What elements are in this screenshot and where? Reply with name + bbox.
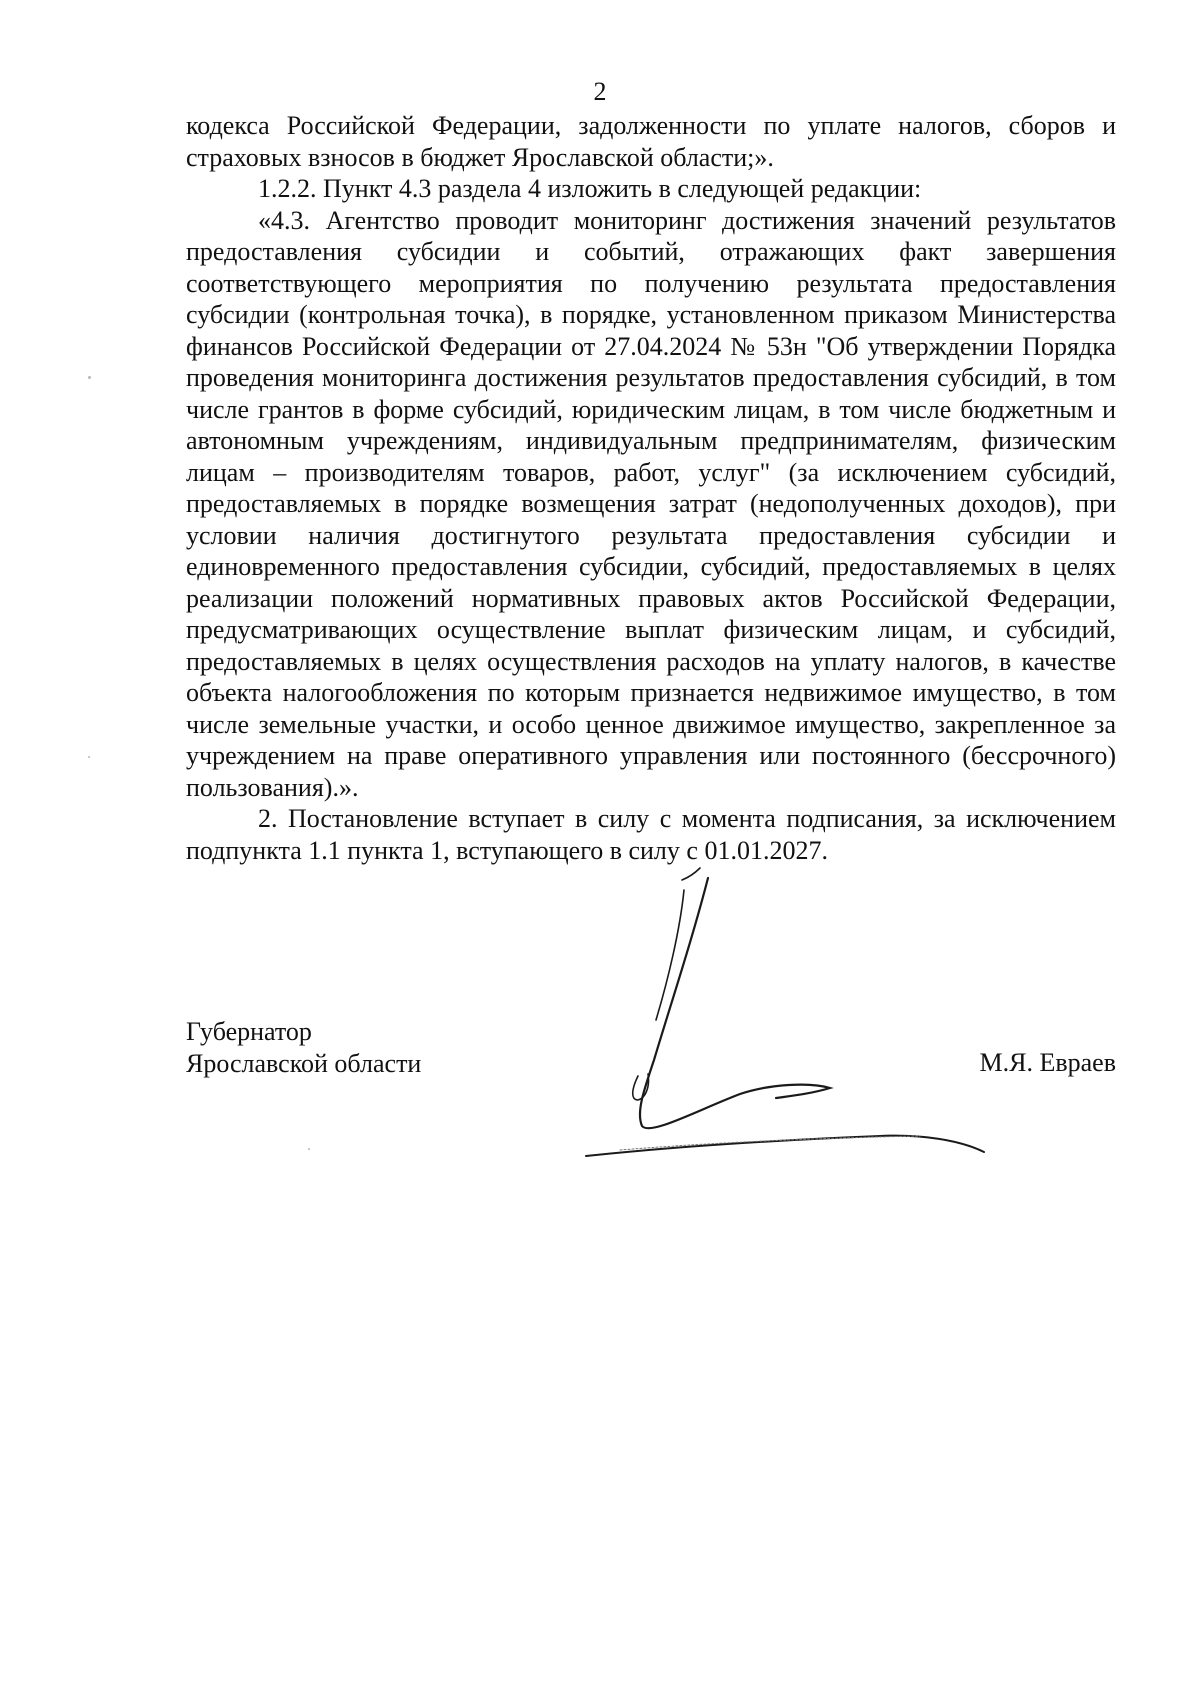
scan-speck — [308, 1148, 310, 1150]
paragraph-clause-4-3: «4.3. Агентство проводит мониторинг достижения значений результатов предоставления субсидии и событий, отражающих факт завершения соответствующего мероприятия по получению результата предоставления субсидии (контрольная точка), в порядке, установленном приказом Министерства финансов Российской Федерации от 27.04.2024 № 53н "Об утверждении Порядка проведения мониторинга достижения результатов предоставления субсидий, в том числе грантов в форме субсидий, юридическим лицам, в том числе бюджетным и автономным учреждениям, индивидуальным предпринимателям, физическим лицам – производителям товаров, работ, услуг" (за исключением субсидий, предоставляемых в порядке возмещения затрат (недополученных доходов), при условии наличия достигнутого результата предоставления субсидии и единовременного предоставления субсидии, субсидий, предоставляемых в целях реализации положений нормативных правовых актов Российской Федерации, предусматривающих осуществление выплат физическим лицам, и субсидий, предоставляемых в целях осуществления расходов на уплату налогов, в качестве объекта налогообложения по которым признается недвижимое имущество, в том числе земельные участки, и особо ценное движимое имущество, закрепленное за учреждением на праве оперативного управления или постоянного (бессрочного) пользования).». — [186, 205, 1116, 802]
signatory-position-line2: Ярославской области — [186, 1048, 422, 1078]
signature-flourish-stroke — [656, 868, 700, 1020]
scan-speck — [88, 376, 91, 379]
handwritten-signature — [580, 850, 1040, 1170]
signatory-position-line1: Губернатор — [186, 1017, 312, 1046]
signature-main-stroke — [640, 878, 830, 1128]
paragraph-continuation: кодекса Российской Федерации, задолженности по уплате налогов, сборов и страховых взносов в бюджет Ярославской области;». — [186, 111, 1116, 172]
scan-speck — [88, 756, 90, 758]
document-body — [186, 110, 1116, 866]
signatory-position — [186, 1016, 421, 1079]
signatory-name: М.Я. Евраев — [979, 1048, 1116, 1077]
page-number: 2 — [593, 77, 607, 106]
paragraph-clause-2: 2. Постановление вступает в силу с момента подписания, за исключением подпункта 1.1 пункта 1, вступающего в силу с 01.01.2027. — [186, 804, 1116, 865]
paragraph-clause-1-2-2: 1.2.2. Пункт 4.3 раздела 4 изложить в следующей редакции: — [258, 174, 922, 203]
signature-underline-stroke — [586, 1136, 984, 1156]
